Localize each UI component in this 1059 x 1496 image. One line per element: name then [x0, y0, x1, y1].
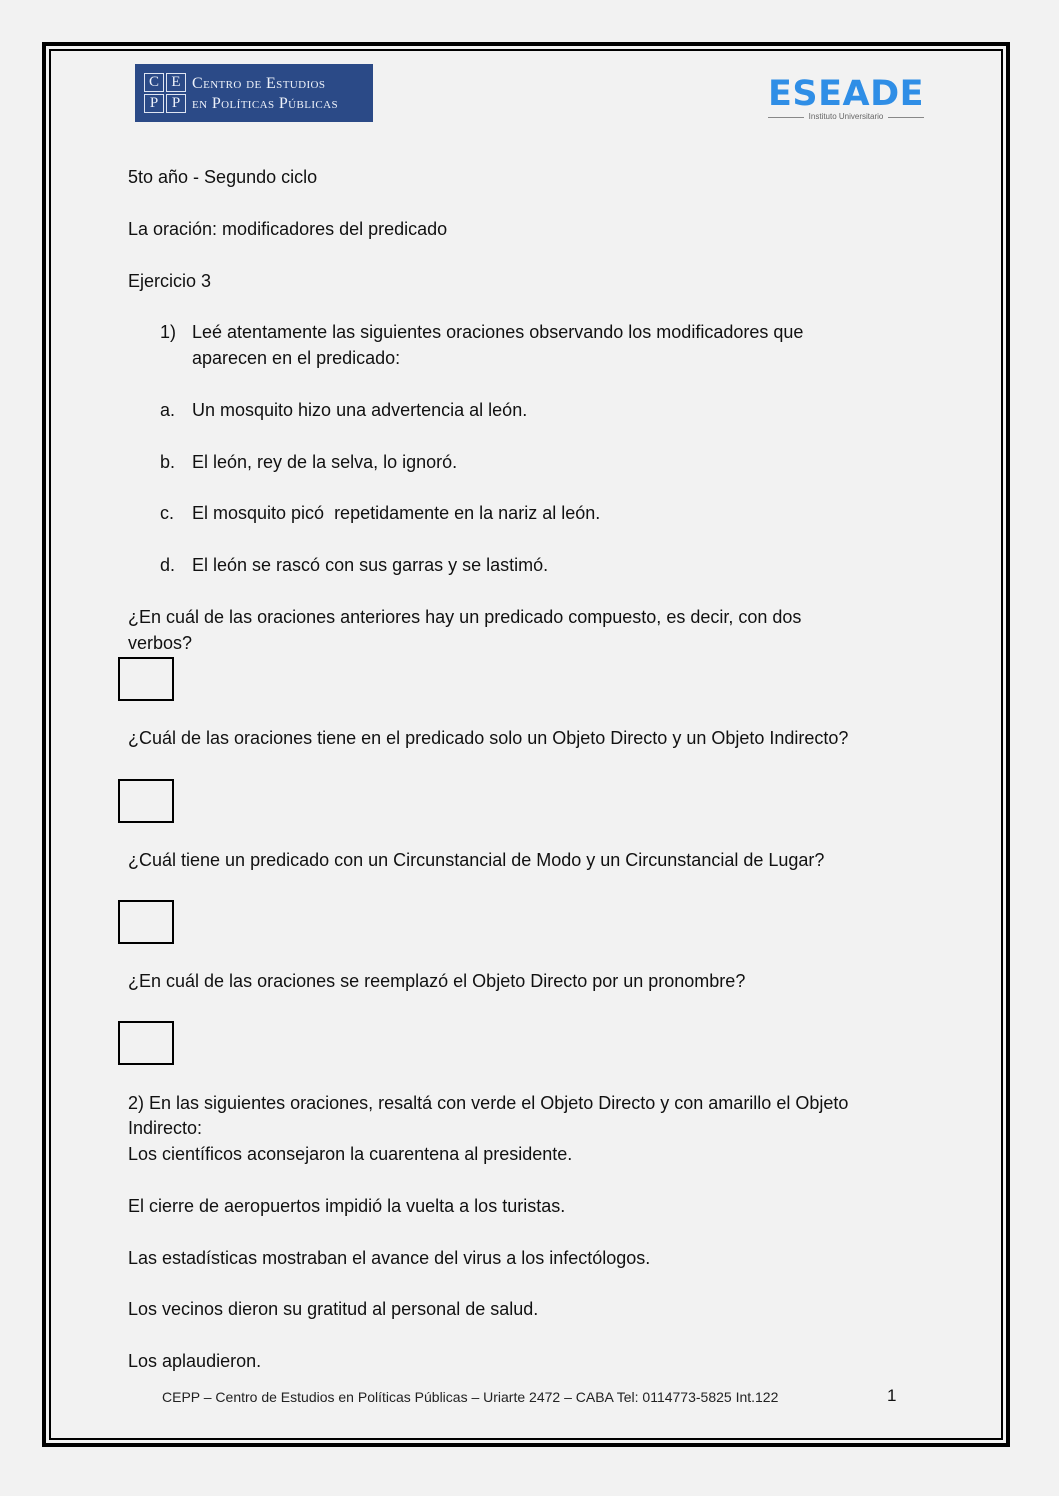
answer-box-pronoun[interactable]: [118, 1021, 174, 1065]
sentence-marker: b.: [160, 452, 176, 472]
answer-box-compound-predicate[interactable]: [118, 657, 174, 701]
eseade-tagline-row: [768, 112, 924, 122]
q1-instruction-line2: aparecen en el predicado:: [192, 348, 401, 368]
exercise-title: Ejercicio 3: [128, 271, 212, 291]
q1-instruction-line1: Leé atentamente las siguientes oraciones observando los modificadores que: [192, 322, 804, 342]
question-compound-predicate-line1: ¿En cuál de las oraciones anteriores hay un predicado compuesto, es decir, con dos: [128, 607, 802, 627]
topic-title: La oración: modificadores del predicado: [128, 219, 448, 239]
tagline-rule: [768, 117, 804, 118]
cepp-letter: C: [144, 73, 164, 92]
eseade-wordmark: ESEADE: [768, 74, 925, 114]
question-compound-predicate-line2: verbos?: [128, 633, 193, 653]
cepp-letter: P: [144, 94, 164, 113]
sentence-a: Un mosquito hizo una advertencia al león.: [192, 400, 528, 420]
cepp-letter: E: [166, 73, 186, 92]
q2-sentence: Los científicos aconsejaron la cuarentena al presidente.: [128, 1144, 573, 1164]
page-number: 1: [887, 1386, 897, 1405]
tagline-rule: [888, 117, 924, 118]
cepp-logo: [135, 64, 373, 122]
eseade-logo: [768, 74, 924, 124]
footer-contact: CEPP – Centro de Estudios en Políticas Públicas – Uriarte 2472 – CABA Tel: 0114773-5825 Int.122: [162, 1389, 779, 1405]
q2-sentence: El cierre de aeropuertos impidió la vuelta a los turistas.: [128, 1196, 566, 1216]
q2-instruction-line1: 2) En las siguientes oraciones, resaltá con verde el Objeto Directo y con amarillo el Objeto: [128, 1093, 849, 1113]
sentence-b: El león, rey de la selva, lo ignoró.: [192, 452, 458, 472]
cepp-name-line1: Centro de Estudios: [192, 75, 326, 92]
cepp-name-line2: en Políticas Públicas: [192, 95, 339, 112]
question-pronoun: ¿En cuál de las oraciones se reemplazó el Objeto Directo por un pronombre?: [128, 971, 746, 991]
cepp-letter: P: [166, 94, 186, 113]
q2-sentence: Los vecinos dieron su gratitud al personal de salud.: [128, 1299, 539, 1319]
sentence-marker: d.: [160, 555, 176, 575]
eseade-tagline: Instituto Universitario: [808, 112, 884, 121]
q2-instruction-line2: Indirecto:: [128, 1118, 203, 1138]
q2-sentence: Las estadísticas mostraban el avance del virus a los infectólogos.: [128, 1248, 651, 1268]
question-circumstantial: ¿Cuál tiene un predicado con un Circunstancial de Modo y un Circunstancial de Lugar?: [128, 850, 825, 870]
sentence-c: El mosquito picó repetidamente en la nariz al león.: [192, 503, 601, 523]
sentence-marker: a.: [160, 400, 176, 420]
q1-number: 1): [160, 322, 177, 342]
sentence-marker: c.: [160, 503, 175, 523]
answer-box-od-oi[interactable]: [118, 779, 174, 823]
question-od-oi: ¿Cuál de las oraciones tiene en el predicado solo un Objeto Directo y un Objeto Indirecto?: [128, 728, 849, 748]
cepp-name: [192, 74, 338, 114]
q2-sentence: Los aplaudieron.: [128, 1351, 262, 1371]
cepp-monogram: [144, 73, 186, 113]
course-label: 5to año - Segundo ciclo: [128, 167, 318, 187]
sentence-d: El león se rascó con sus garras y se lastimó.: [192, 555, 549, 575]
answer-box-circumstantial[interactable]: [118, 900, 174, 944]
